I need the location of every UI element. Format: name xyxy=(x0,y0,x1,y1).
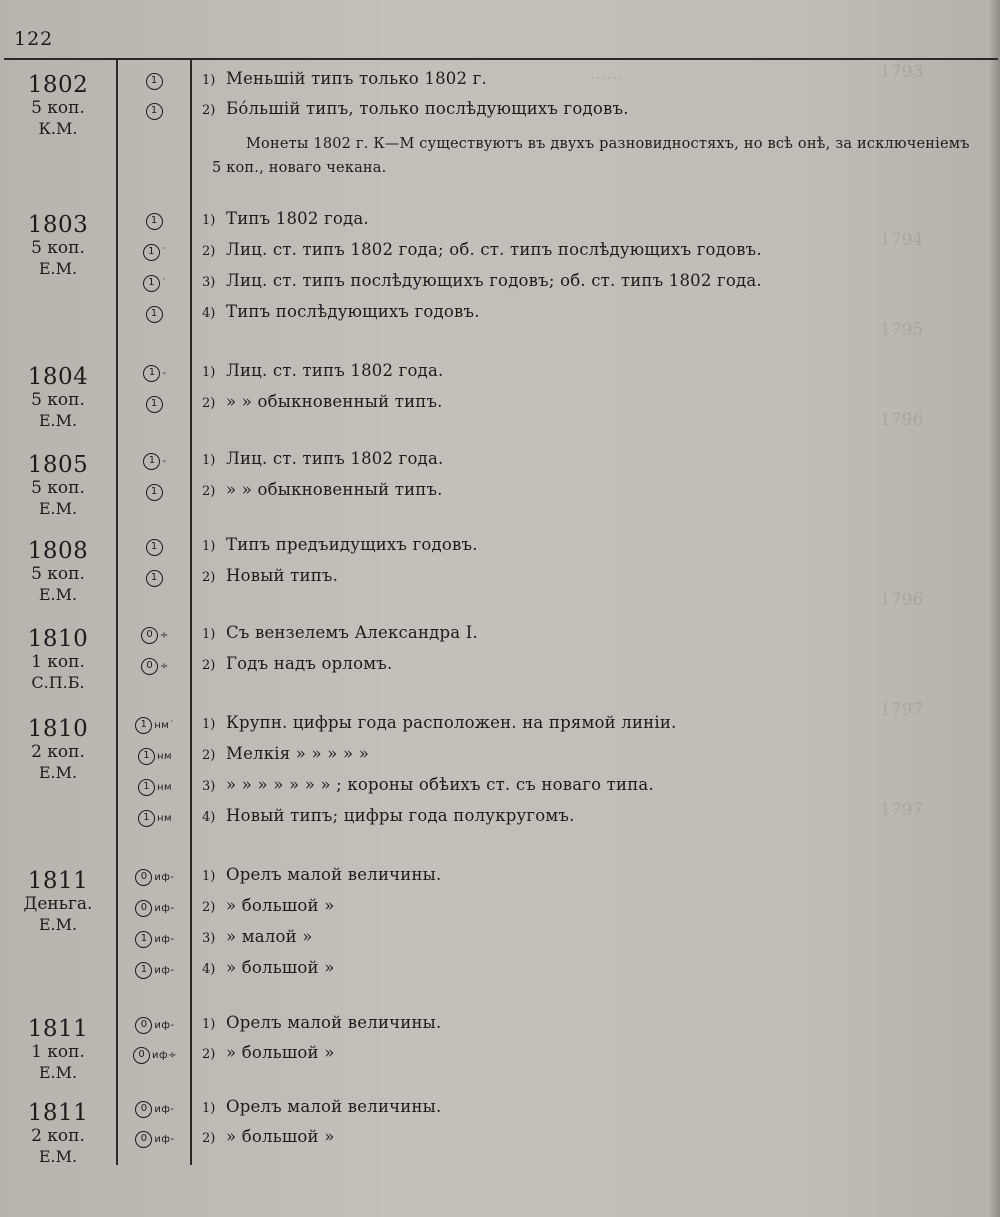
variety-row xyxy=(0,895,1000,921)
rarity-circle: 0 xyxy=(135,1131,152,1148)
rarity-suffix: иф÷ xyxy=(152,1049,177,1061)
denomination: 2 коп. xyxy=(31,1126,85,1147)
mint-mark: Е.М. xyxy=(38,762,78,782)
rarity-circle: 1 xyxy=(138,779,155,796)
rarity-circle: 0 xyxy=(133,1047,150,1064)
rarity-mark xyxy=(122,957,188,983)
rarity-circle: 1 xyxy=(146,103,163,120)
variety-description: » большой » xyxy=(226,896,335,915)
denomination: 1 коп. xyxy=(31,1042,85,1063)
variety-number: 1) xyxy=(202,1017,216,1032)
rarity-mark xyxy=(122,1126,188,1152)
variety-number: 3) xyxy=(202,275,216,290)
variety-number: 4) xyxy=(202,306,216,321)
variety-number: 2) xyxy=(202,103,216,118)
rarity-mark xyxy=(122,68,188,94)
variety-row xyxy=(0,534,1000,560)
variety-description: Годъ надъ орломъ. xyxy=(226,654,393,673)
variety-row xyxy=(0,1042,1000,1068)
rarity-suffix: нм xyxy=(156,812,173,824)
variety-row xyxy=(0,957,1000,983)
variety-description: » малой » xyxy=(226,927,313,946)
variety-number: 3) xyxy=(202,779,216,794)
mint-mark: Е.М. xyxy=(38,1146,78,1166)
variety-row xyxy=(0,360,1000,386)
rarity-suffix: иф- xyxy=(154,871,175,883)
rarity-mark xyxy=(122,743,188,769)
variety-row xyxy=(0,448,1000,474)
variety-description: Мелкія » » » » » xyxy=(226,744,370,763)
variety-row xyxy=(0,926,1000,952)
variety-description: Типъ послѣдующихъ годовъ. xyxy=(226,302,480,321)
rarity-circle: 1 xyxy=(146,484,163,501)
page-number: 122 xyxy=(14,28,54,50)
variety-description: Орелъ малой величины. xyxy=(226,1097,442,1116)
rarity-mark xyxy=(122,239,188,265)
variety-description: » большой » xyxy=(226,958,335,977)
rarity-suffix: нм xyxy=(156,781,173,793)
year: 1810 xyxy=(27,716,89,742)
variety-number: 1) xyxy=(202,453,216,468)
denomination: 5 коп. xyxy=(31,390,85,411)
rarity-mark xyxy=(122,622,188,648)
rarity-circle: 0 xyxy=(141,658,158,675)
bleed-through-text: 1794 xyxy=(880,230,924,250)
variety-description: » » » » » » » ; короны обѣихъ ст. съ новаго типа. xyxy=(226,775,654,794)
variety-row xyxy=(0,743,1000,769)
rarity-suffix: ˙ xyxy=(161,277,168,289)
year: 1811 xyxy=(27,1100,89,1126)
variety-row xyxy=(0,774,1000,800)
rarity-mark xyxy=(122,479,188,505)
rarity-circle: 0 xyxy=(141,627,158,644)
variety-number: 1) xyxy=(202,539,216,554)
rarity-suffix: ÷ xyxy=(160,629,169,641)
variety-description: Новый типъ. xyxy=(226,566,339,585)
denomination: Деньга. xyxy=(23,894,93,915)
rarity-circle: 1 xyxy=(143,244,160,261)
rarity-circle: 1 xyxy=(146,213,163,230)
variety-number: 1) xyxy=(202,213,216,228)
year: 1808 xyxy=(27,538,89,564)
rarity-circle: 1 xyxy=(146,396,163,413)
variety-description: » » обыкновенный типъ. xyxy=(226,480,443,499)
variety-row xyxy=(0,565,1000,591)
rarity-circle: 1 xyxy=(143,275,160,292)
mint-mark: Е.М. xyxy=(38,1062,78,1082)
variety-description: » » обыкновенный типъ. xyxy=(226,392,443,411)
variety-row xyxy=(0,391,1000,417)
bleed-through-text: 1796 xyxy=(880,410,924,430)
year: 1810 xyxy=(27,626,89,652)
variety-description: Типъ предъидущихъ годовъ. xyxy=(226,535,478,554)
variety-description: Лиц. ст. типъ 1802 года. xyxy=(226,449,444,468)
variety-description: Лиц. ст. типъ 1802 года. xyxy=(226,361,444,380)
rarity-mark xyxy=(122,534,188,560)
rarity-mark xyxy=(122,1042,188,1068)
header-rule xyxy=(4,58,998,60)
entry-note: Монеты 1802 г. К—М существуютъ въ двухъ разновидностяхъ, но всѣ онѣ, за исключеніемъ 5 коп., новаго чекана. xyxy=(212,136,970,176)
variety-row xyxy=(0,1126,1000,1152)
variety-row xyxy=(0,98,1000,124)
rarity-mark xyxy=(122,653,188,679)
mint-mark: Е.М. xyxy=(38,410,78,430)
year: 1802 xyxy=(27,72,89,98)
rarity-mark xyxy=(122,926,188,952)
variety-number: 1) xyxy=(202,365,216,380)
rarity-circle: 1 xyxy=(138,810,155,827)
rarity-mark xyxy=(122,208,188,234)
rarity-mark xyxy=(122,864,188,890)
variety-description: » большой » xyxy=(226,1043,335,1062)
rarity-circle: 0 xyxy=(135,1017,152,1034)
variety-row xyxy=(0,712,1000,738)
mint-mark: С.П.Б. xyxy=(31,672,85,692)
bleed-through-text: ...... xyxy=(590,64,623,84)
rarity-mark xyxy=(122,565,188,591)
rarity-circle: 1 xyxy=(138,748,155,765)
rarity-circle: 1 xyxy=(143,453,160,470)
variety-number: 4) xyxy=(202,810,216,825)
variety-description: Лиц. ст. типъ 1802 года; об. ст. типъ послѣдующихъ годовъ. xyxy=(226,240,762,259)
variety-description: Орелъ малой величины. xyxy=(226,1013,442,1032)
rarity-circle: 1 xyxy=(146,570,163,587)
variety-row xyxy=(0,622,1000,648)
year: 1804 xyxy=(27,364,89,390)
denomination: 1 коп. xyxy=(31,652,85,673)
mint-mark: К.М. xyxy=(38,118,78,138)
variety-row xyxy=(0,1012,1000,1038)
variety-number: 2) xyxy=(202,484,216,499)
variety-number: 3) xyxy=(202,931,216,946)
rarity-circle: 0 xyxy=(135,1101,152,1118)
rarity-suffix: иф- xyxy=(154,933,175,945)
rarity-suffix: иф- xyxy=(154,1133,175,1145)
rarity-circle: 1 xyxy=(146,539,163,556)
variety-description: Бо́льшій типъ, только послѣдующихъ годовъ. xyxy=(226,99,629,118)
variety-row xyxy=(0,270,1000,296)
variety-number: 1) xyxy=(202,73,216,88)
variety-number: 2) xyxy=(202,396,216,411)
rarity-circle: 1 xyxy=(135,931,152,948)
denomination: 5 коп. xyxy=(31,564,85,585)
rarity-mark xyxy=(122,774,188,800)
variety-row xyxy=(0,301,1000,327)
rarity-suffix: - xyxy=(162,455,167,467)
bleed-through-text: 1796 xyxy=(880,590,924,610)
variety-number: 2) xyxy=(202,900,216,915)
rarity-mark xyxy=(122,1096,188,1122)
variety-description: Меньшій типъ только 1802 г. xyxy=(226,69,487,88)
rarity-suffix: иф- xyxy=(154,1103,175,1115)
rarity-circle: 1 xyxy=(143,365,160,382)
variety-row xyxy=(0,239,1000,265)
variety-row xyxy=(0,68,1000,94)
rarity-mark xyxy=(122,391,188,417)
rarity-circle: 1 xyxy=(135,717,152,734)
rarity-mark xyxy=(122,895,188,921)
denomination: 5 коп. xyxy=(31,238,85,259)
variety-number: 2) xyxy=(202,748,216,763)
variety-row xyxy=(0,1096,1000,1122)
year: 1805 xyxy=(27,452,89,478)
bleed-through-text: 1793 xyxy=(880,62,924,82)
denomination: 5 коп. xyxy=(31,478,85,499)
rarity-circle: 0 xyxy=(135,900,152,917)
mint-mark: Е.М. xyxy=(38,584,78,604)
rarity-mark xyxy=(122,805,188,831)
variety-description: Новый типъ; цифры года полукругомъ. xyxy=(226,806,575,825)
denomination: 2 коп. xyxy=(31,742,85,763)
mint-mark: Е.М. xyxy=(38,258,78,278)
rarity-suffix: иф- xyxy=(154,902,175,914)
rarity-suffix: - xyxy=(162,367,167,379)
variety-number: 2) xyxy=(202,1047,216,1062)
rarity-circle: 0 xyxy=(135,869,152,886)
rarity-suffix: иф- xyxy=(154,964,175,976)
rarity-mark xyxy=(122,301,188,327)
variety-number: 2) xyxy=(202,244,216,259)
rarity-suffix: ÷ xyxy=(160,660,169,672)
variety-row xyxy=(0,805,1000,831)
variety-row xyxy=(0,864,1000,890)
variety-number: 4) xyxy=(202,962,216,977)
variety-description: Съ вензелемъ Александра I. xyxy=(226,623,478,642)
rarity-mark xyxy=(122,1012,188,1038)
bleed-through-text: 1797 xyxy=(880,800,924,820)
rarity-mark xyxy=(122,448,188,474)
rarity-circle: 1 xyxy=(146,306,163,323)
variety-number: 2) xyxy=(202,570,216,585)
year: 1811 xyxy=(27,868,89,894)
variety-description: » большой » xyxy=(226,1127,335,1146)
mint-mark: Е.М. xyxy=(38,498,78,518)
mint-mark: Е.М. xyxy=(38,914,78,934)
rarity-mark xyxy=(122,360,188,386)
variety-number: 1) xyxy=(202,869,216,884)
rarity-mark xyxy=(122,270,188,296)
variety-number: 1) xyxy=(202,1101,216,1116)
variety-description: Типъ 1802 года. xyxy=(226,209,369,228)
variety-description: Орелъ малой величины. xyxy=(226,865,442,884)
year: 1803 xyxy=(27,212,89,238)
variety-row xyxy=(0,208,1000,234)
variety-description: Крупн. цифры года расположен. на прямой линіи. xyxy=(226,713,677,732)
variety-number: 1) xyxy=(202,717,216,732)
rarity-circle: 1 xyxy=(135,962,152,979)
variety-number: 1) xyxy=(202,627,216,642)
denomination: 5 коп. xyxy=(31,98,85,119)
rarity-suffix: нм˙ xyxy=(154,719,175,731)
rarity-mark xyxy=(122,98,188,124)
variety-number: 2) xyxy=(202,1131,216,1146)
rarity-suffix: ˙ xyxy=(161,246,168,258)
variety-number: 2) xyxy=(202,658,216,673)
variety-row xyxy=(0,479,1000,505)
rarity-circle: 1 xyxy=(146,73,163,90)
year: 1811 xyxy=(27,1016,89,1042)
rarity-suffix: нм xyxy=(156,750,173,762)
bleed-through-text: 1795 xyxy=(880,320,924,340)
bleed-through-text: 1797 xyxy=(880,700,924,720)
rarity-mark xyxy=(122,712,188,738)
rarity-suffix: иф- xyxy=(154,1019,175,1031)
variety-row xyxy=(0,653,1000,679)
variety-description: Лиц. ст. типъ послѣдующихъ годовъ; об. ст. типъ 1802 года. xyxy=(226,271,762,290)
